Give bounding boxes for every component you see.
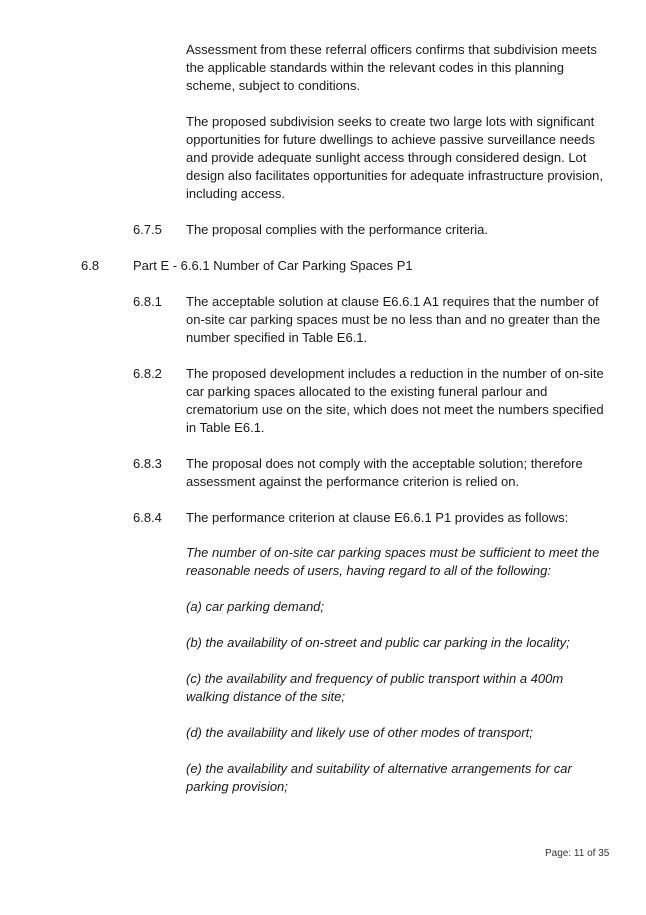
section-heading-6-8: Part E - 6.6.1 Number of Car Parking Spaces P1: [133, 258, 413, 273]
criterion-item-b: (b) the availability of on-street and public car parking in the locality;: [186, 635, 570, 650]
clause-text-6-8-3: The proposal does not comply with the acceptable solution; therefore assessment against the performance criterion is relied on.: [186, 456, 583, 489]
criterion-item-d: (d) the availability and likely use of other modes of transport;: [186, 725, 533, 740]
clause-number-6-8-1: 6.8.1: [133, 294, 162, 309]
criterion-item-a: (a) car parking demand;: [186, 599, 325, 614]
criterion-item-c: (c) the availability and frequency of public transport within a 400m walking distance of the site;: [186, 671, 564, 704]
clause-text-6-8-1: The acceptable solution at clause E6.6.1 A1 requires that the number of on-site car parking spaces must be no less than and no greater than the number specified in Table E6.1.: [186, 294, 601, 345]
intro-paragraph-2: The proposed subdivision seeks to create two large lots with significant opportunities for future dwellings to achieve passive surveillance needs and provide adequate sunlight access through considered design. Lot design also facilitates opportunities for adequate infrastructure provision, including access.: [186, 114, 603, 201]
clause-text-6-8-4: The performance criterion at clause E6.6.1 P1 provides as follows:: [186, 510, 569, 525]
clause-text-6-8-2: The proposed development includes a reduction in the number of on-site car parking spaces allocated to the existing funeral parlour and crematorium use on the site, which does not meet the numbers specified in Table E6.1.: [186, 366, 604, 435]
clause-number-6-8-2: 6.8.2: [133, 366, 162, 381]
section-number-6-8: 6.8: [81, 258, 100, 273]
clause-text-6-7-5: The proposal complies with the performance criteria.: [186, 222, 489, 237]
intro-paragraph-1: Assessment from these referral officers confirms that subdivision meets the applicable standards within the relevant codes in this planning scheme, subject to conditions.: [186, 42, 597, 93]
clause-number-6-7-5: 6.7.5: [133, 222, 162, 237]
page-number-footer: Page: 11 of 35: [545, 848, 610, 859]
clause-number-6-8-3: 6.8.3: [133, 456, 162, 471]
clause-number-6-8-4: 6.8.4: [133, 510, 162, 525]
criterion-item-e: (e) the availability and suitability of alternative arrangements for car parking provision;: [186, 761, 572, 794]
criterion-quote-lead: The number of on-site car parking spaces must be sufficient to meet the reasonable needs of users, having regard to all of the following:: [186, 545, 600, 578]
